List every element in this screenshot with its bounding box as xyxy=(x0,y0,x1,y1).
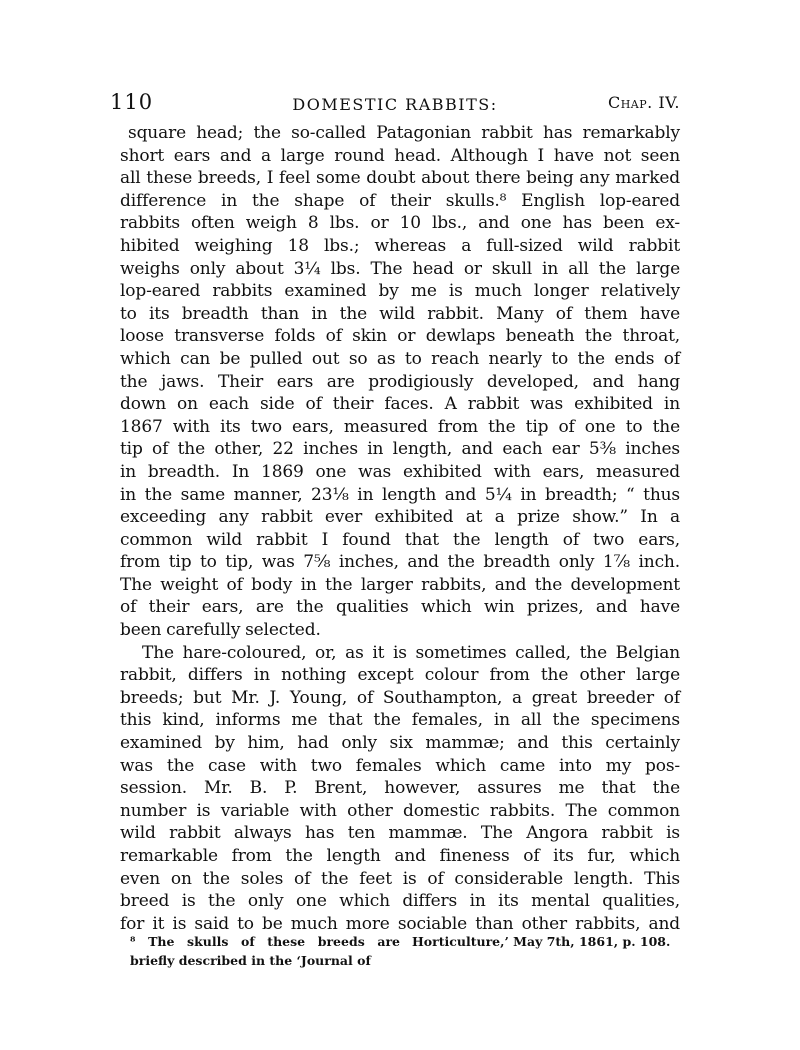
text-line: breeds; but Mr. J. Young, of Southampton, a great breeder of xyxy=(120,687,680,708)
text-line: number is variable with other domestic rabbits. The common xyxy=(120,800,680,821)
text-line: examined by him, had only six mammæ; and this certainly xyxy=(120,733,680,754)
text-line: been carefully selected. xyxy=(120,620,321,641)
text-line: in breadth. In 1869 one was exhibited with ears, measured xyxy=(120,461,680,482)
footnote-line: ⁸ The skulls of these breeds are xyxy=(130,934,400,949)
text-line: weighs only about 3¼ lbs. The head or skull in all the large xyxy=(120,258,680,279)
text-line: of their ears, are the qualities which win prizes, and have xyxy=(120,597,680,618)
text-line: this kind, informs me that the females, in all the specimens xyxy=(120,710,680,731)
text-line: 1867 with its two ears, measured from the tip of one to the xyxy=(120,416,680,437)
text-line: common wild rabbit I found that the length of two ears, xyxy=(120,529,680,550)
text-line: rabbits often weigh 8 lbs. or 10 lbs., and one has been ex- xyxy=(120,213,680,234)
text-line: from tip to tip, was 7⅝ inches, and the breadth only 1⅞ inch. xyxy=(120,552,680,573)
running-title: DOMESTIC RABBITS: xyxy=(292,95,498,114)
chapter-label: Chap. IV. xyxy=(607,93,680,112)
text-line: breed is the only one which differs in its mental qualities, xyxy=(120,891,680,912)
text-line: to its breadth than in the wild rabbit. Many of them have xyxy=(120,303,680,324)
text-line: tip of the other, 22 inches in length, and each ear 5⅜ inches xyxy=(120,439,680,460)
text-line: down on each side of their faces. A rabbit was exhibited in xyxy=(120,394,680,415)
text-line: hibited weighing 18 lbs.; whereas a full-sized wild rabbit xyxy=(120,235,680,256)
text-line: exceeding any rabbit ever exhibited at a prize show.” In a xyxy=(120,507,680,528)
text-line: in the same manner, 23⅛ in length and 5¼ in breadth; “ thus xyxy=(120,484,680,505)
text-line: The weight of body in the larger rabbits, and the development xyxy=(120,574,680,595)
text-line: all these breeds, I feel some doubt about there being any marked xyxy=(120,168,680,189)
text-line: difference in the shape of their skulls.⁸ English lop-eared xyxy=(120,190,680,211)
text-line: for it is said to be much more sociable than other rabbits, and xyxy=(120,913,680,934)
text-line: session. Mr. B. P. Brent, however, assures me that the xyxy=(120,778,680,799)
footnote-line: Horticulture,’ May 7th, 1861, p. 108. xyxy=(412,934,671,949)
text-line: rabbit, differs in nothing except colour from the other large xyxy=(120,665,680,686)
text-line: lop-eared rabbits examined by me is much longer relatively xyxy=(120,281,680,302)
text-line: which can be pulled out so as to reach nearly to the ends of xyxy=(120,348,680,369)
body-text xyxy=(120,122,680,935)
text-line: was the case with two females which came into my pos- xyxy=(120,755,680,776)
text-line: square head; the so-called Patagonian rabbit has remarkably xyxy=(128,123,680,143)
text-line: short ears and a large round head. Although I have not seen xyxy=(120,145,680,166)
text-line: loose transverse folds of skin or dewlaps beneath the throat, xyxy=(120,326,680,347)
text-line: remarkable from the length and fineness of its fur, which xyxy=(120,846,680,866)
text-line: The hare-coloured, or, as it is sometimes called, the Belgian xyxy=(142,642,680,663)
footnote-right-column xyxy=(412,932,692,951)
footnote-line: briefly described in the ‘Journal of xyxy=(130,953,371,968)
text-line: the jaws. Their ears are prodigiously developed, and hang xyxy=(120,371,680,392)
text-line: wild rabbit always has ten mammæ. The Angora rabbit is xyxy=(120,823,680,844)
footnote-left-column xyxy=(130,932,400,970)
text-line: even on the soles of the feet is of considerable length. This xyxy=(120,868,680,889)
page-number: 110 xyxy=(110,90,154,114)
running-head xyxy=(110,90,680,120)
